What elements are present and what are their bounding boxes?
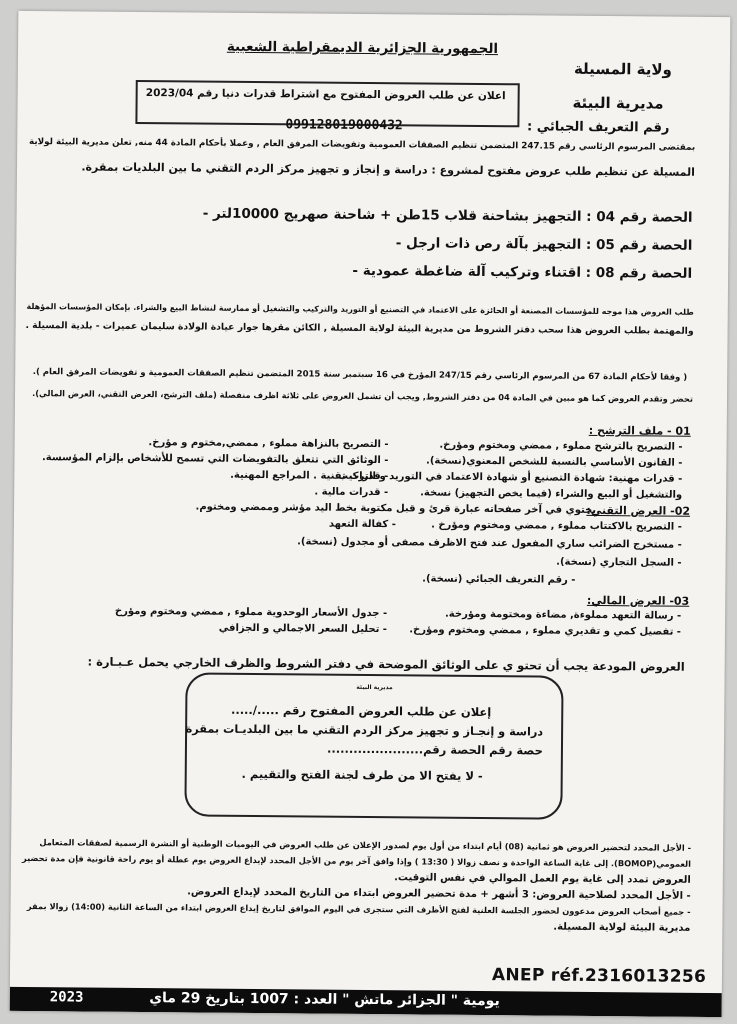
candidature-item: والتشغيل أو البيع والشراء (فيما يخص التجهيز) نسخة.: [420, 487, 683, 501]
candidature-item: - التصريح بالنزاهة مملوء , ممضي,مختوم و مؤرخ.: [148, 437, 389, 451]
lot-04: الحصة رقم 04 : التجهيز بشاحنة قلاب 15طن + شاحنة صهريج 10000لتر -: [202, 205, 693, 226]
bottom-line: العروض تمدد إلى غاية يوم العمل الموالي في نفس التوقيت.: [394, 872, 691, 886]
direction-label: مديرية البيئة: [572, 93, 664, 113]
nif-value: 099128019000432: [285, 117, 403, 134]
wilaya-label: ولاية المسيلة: [573, 59, 672, 79]
lot-08: الحصة رقم 08 : اقتناء وتركيب آلة ضاغطة عمودية -: [352, 262, 693, 282]
envelope-line-3: دراسة و إنجـاز و تجهيز مركز الردم التقني ما بين البلديـات بمقرة: [185, 722, 544, 739]
financial-item: - تفصيل كمي و تقديري مملوء , ممضي ومختوم ومؤرخ.: [409, 624, 682, 638]
bottom-line: - الأجل المحدد لصلاحية العروض: 3 أشهر + مدة تحضير العروض ابتداء من التاريخ المحدد لإيداع العروض.: [187, 886, 691, 902]
financial-item: - تحليل السعر الاجمالي و الجزافي: [218, 622, 388, 636]
technical-item: - رقم التعريف الجبائي (نسخة).: [422, 573, 576, 586]
bottom-line: العمومي(BOMOP). إلى غاية الساعة الواحدة و نصف زوالا ( 13:30 ) وإذا وافق آخر يوم من الأجل المحدد لإيداع العروض يوم عطلة أو يوم راحة قانونية فإن مدة تحضير: [21, 852, 692, 869]
envelope-intro: العروض المودعة يجب أن تحتو ي على الوثائق الموضحة في دفتر الشروط والظرف الخارجي يحمل عـبـارة :: [87, 654, 685, 674]
section-financial-title: 03- العرض المالي:: [586, 593, 690, 608]
article-67: ( وفقا لأحكام المادة 67 من المرسوم الرئاسي رقم 247/15 المؤرخ في 16 سبتمبر سنة 2015 المتضمن تنظيم الصفقات العمومية و تفويضات المرفق العام ).: [32, 367, 688, 383]
envelope-box: [184, 672, 563, 819]
envelope-line-4: حصة رقم الحصة رقم......................: [326, 741, 544, 758]
financial-item: - رسالة التعهد مملوءة, مضاءة ومختومة ومؤرخة.: [444, 608, 682, 622]
eligibility-line-1: طلب العروض هذا موجه للمؤسسات المصنعة أو الحائزة على الاعتماد في التصنيع أو التوريد والتركيب والتشغيل أو ممارسة لنشاط البيع والشراء. بإمكان المؤسسات المؤهلة: [26, 301, 694, 317]
envelope-line-1: مديرية البيئة: [356, 683, 393, 692]
candidature-item: - الوثائق التي تتعلق بالتفويضات التي تسمح للأشخاص بإلزام المؤسسة.: [41, 452, 389, 467]
candidature-item: - القانون الأساسي بالنسبة للشخص المعنوي(نسخة).: [426, 455, 683, 469]
footer-year: 2023: [49, 989, 84, 1006]
anep-reference: ANEP réf.2316013256: [491, 965, 707, 987]
eligibility-line-2: والمهتمة بطلب العروض هذا سحب دفتر الشروط من مديرية البيئة لولاية المسيلة , الكائن مقرها جوار عيادة الولادة سليمان عميرات - بلدية المسيلة .: [25, 319, 694, 337]
envelope-line-5: - لا يفتح الا من طرف لجنة الفتح والتقييم .: [241, 766, 483, 783]
bottom-line: - الأجل المحدد لتحضير العروض هو ثمانية (08) أيام ابتداء من أول يوم لصدور الإعلان عن طلب العروض في اليوميات الوطنية أو النشرة الرسمية لصفقات المتعامل: [39, 837, 692, 853]
technical-note: يحتوي في آخر صفحاته عبارة قرئ و قبل مكتوبة بخط اليد مؤشر وممضي ومختوم.: [195, 501, 597, 516]
candidature-item: - قدرات مهنية: شهادة التصنيع أو شهادة الاعتماد في التوريد و التركيب: [337, 470, 683, 485]
financial-item: - جدول الأسعار الوحدوية مملوء , ممضي ومختوم ومؤرخ: [114, 605, 388, 620]
technical-item: - التصريح بالاكتتاب مملوء , ممضي ومختوم ومؤرخ .: [431, 519, 682, 533]
footer-text: يومية " الجزائر ماتش " العدد : 1007 بتاريخ 29 ماي: [149, 990, 500, 1010]
candidature-item: - التصريح بالترشح مملوء , ممضي ومختوم ومؤرخ.: [439, 439, 683, 453]
candidature-item: - قدرات تقنية . المراجع المهنية.: [230, 469, 389, 483]
presentation-line-1: تحضر وتقدم العروض كما هو مبين في المادة 04 من دفتر الشروط, ويجب أن تشمل العروض على ثلاثة اظرف منفصلة (ملف الترشح، العرض التقني، العرض المالي).: [32, 388, 694, 404]
section-candidature-title: 01 - ملف الترشح :: [588, 423, 691, 438]
candidature-item: - قدرات مالية .: [314, 486, 389, 499]
technical-item: - كفالة التعهد: [328, 518, 396, 531]
lot-05: الحصة رقم 05 : التجهيز بآلة رص ذات ارجل -: [395, 235, 693, 254]
intro-line-2: المسيلة عن تنظيم طلب عروض مفتوح لمشروع : دراسة و إنجاز و تجهيز مركز الردم التقني ما بين البلديات بمقرة.: [81, 160, 696, 179]
bottom-line: - جميع أصحاب العروض مدعوون لحضور الجلسة العلنية لفتح الأظرف التي ستجرى في اليوم الموافق لتاريخ إيداع العروض ابتداء من الساعة الثانية (14:00) زوالا بمقر: [26, 901, 691, 917]
newspaper-footer: [10, 987, 722, 1017]
section-technical-title: 02- العرض التقني:: [586, 503, 691, 518]
nif-label: رقم التعريف الجبائي :: [526, 119, 670, 136]
announcement-sheet: [10, 11, 731, 1017]
envelope-line-2: إعلان عن طلب العروض المفتوح رقم ...../.....: [230, 702, 492, 720]
title-line-1: اعلان عن طلب العروض المفتوح مع اشتراط قدرات دنيا رقم 2023/04: [145, 87, 506, 103]
technical-item: - السجل التجاري (نسخة).: [556, 556, 682, 569]
bottom-line: مديرية البيئة لولاية المسيلة.: [553, 921, 691, 934]
republic-heading: الجمهورية الجزائرية الديمقراطية الشعبية: [226, 38, 499, 58]
technical-item: - مستخرج الضرائب ساري المفعول عند فتح الاظرف مصفى أو مجدول (نسخة).: [297, 536, 682, 551]
intro-line-1: بمقتضى المرسوم الرئاسي رقم 247.15 المتضمن تنظيم الصفقات العمومية وتفويضات المرفق العام , وعملا بأحكام المادة 44 منه, تعلن مديرية البيئة لولاية: [29, 137, 696, 153]
